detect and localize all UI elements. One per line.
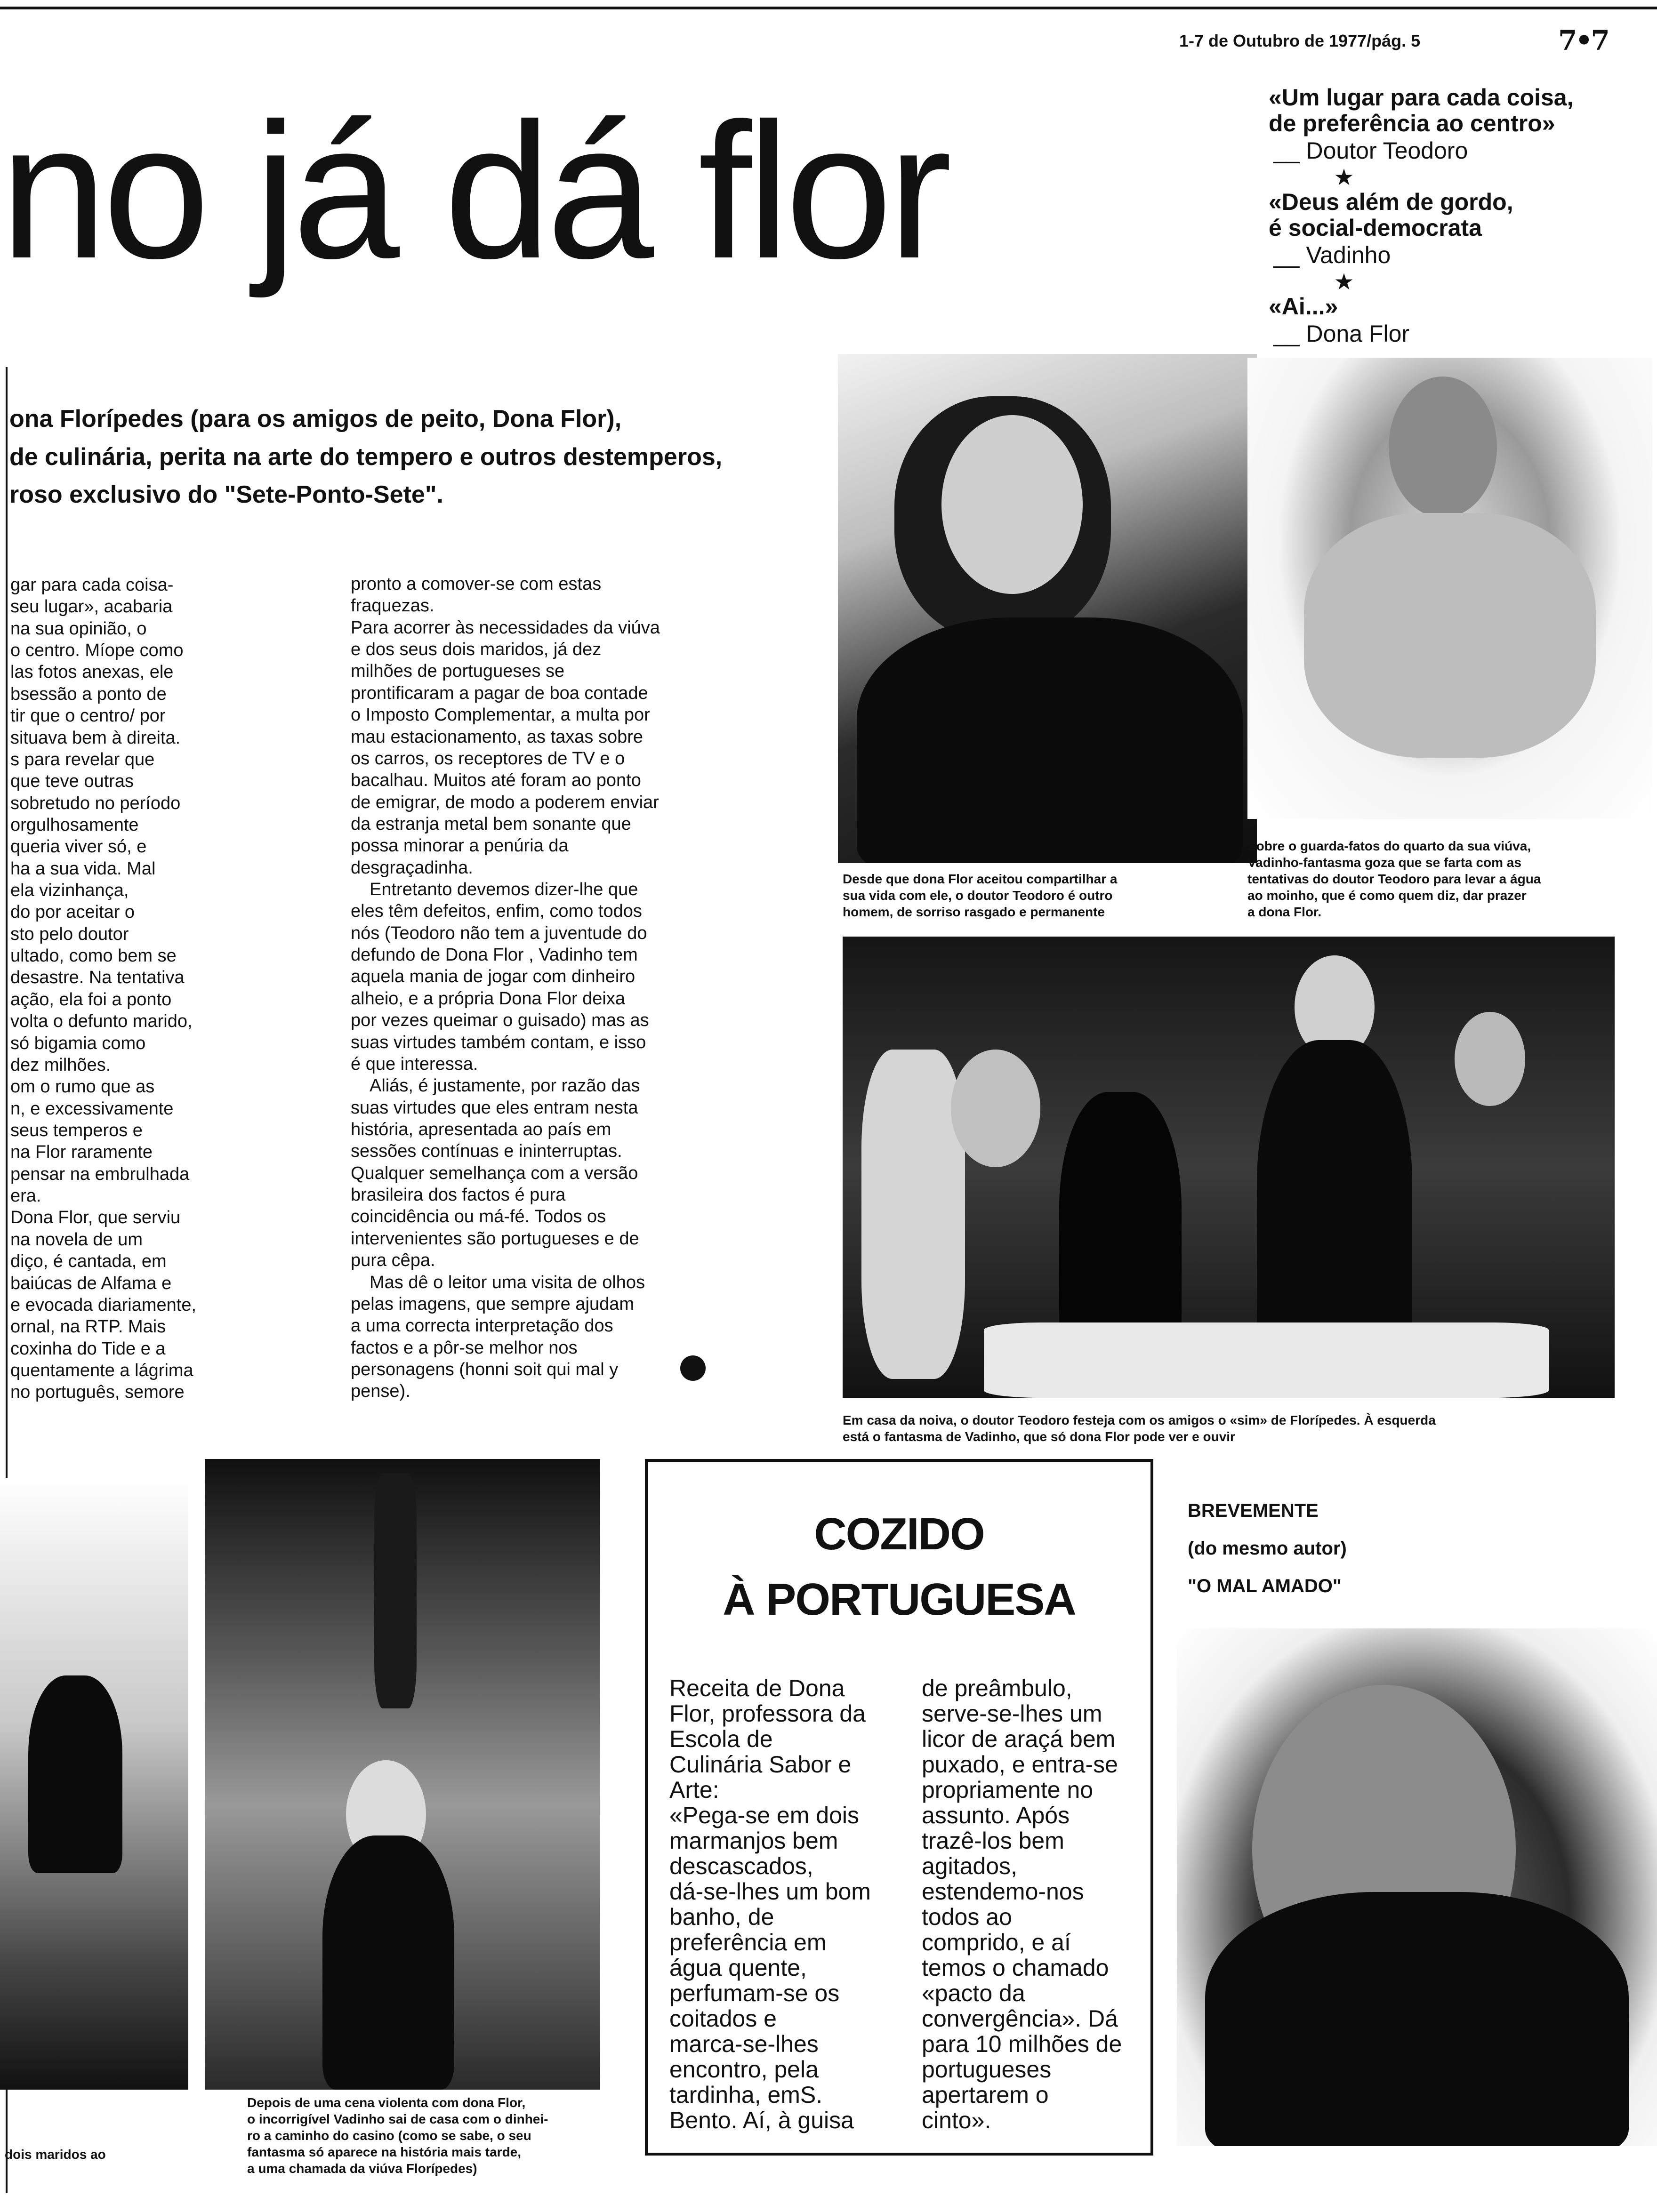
text-line: orgulhosamente <box>10 815 139 835</box>
text-line: alheio, e a própria Dona Flor deixa <box>351 988 626 1009</box>
star-icon: ★ <box>1334 270 1354 295</box>
text-line: licor de araçá bem <box>922 1726 1116 1752</box>
text-line: Arte: <box>669 1777 719 1803</box>
text-line: Para acorrer às necessidades da viúva <box>351 617 660 638</box>
text-line: dá-se-lhes um bom <box>669 1878 871 1905</box>
text-line: s para revelar que <box>10 749 155 769</box>
text-line: «Pega-se em dois <box>669 1802 860 1828</box>
text-line: trazê-los bem <box>922 1827 1064 1854</box>
text-line: agitados, <box>922 1853 1017 1879</box>
text-line: ha a sua vida. Mal <box>10 858 156 879</box>
quote-3-text: «Ai...» <box>1269 293 1338 320</box>
text-line: queria viver só, e <box>10 837 147 857</box>
quote-2-text: «Deus além de gordo, é social-democrata <box>1269 189 1513 241</box>
text-line: portugueses <box>922 2056 1052 2083</box>
text-line: possa minorar a penúria da <box>351 836 569 856</box>
text-line: Receita de Dona <box>669 1675 845 1701</box>
text-line: por vezes queimar o guisado) mas as <box>351 1010 649 1031</box>
text-line: ornal, na RTP. Mais <box>10 1317 166 1337</box>
page-date-meta: 1-7 de Outubro de 1977/pág. 5 <box>1179 31 1421 50</box>
text-line: prontificaram a pagar de boa contade <box>351 683 648 703</box>
text-line: Escola de <box>669 1726 773 1752</box>
text-line: e dos seus dois maridos, já dez <box>351 640 602 660</box>
text-line: o Imposto Complementar, a multa por <box>351 705 650 725</box>
text-line: desgraçadinha. <box>351 858 473 878</box>
text-line: volta o defunto marido, <box>10 1011 193 1032</box>
text-line: pensar na embrulhada <box>10 1164 190 1184</box>
text-line: estendemo-nos <box>922 1878 1084 1905</box>
caption-photo-vadinho: Sobre o guarda-fatos do quarto da sua viúva, Vadinho-fantasma goza que se farta com as tentativas do doutor Teodoro para levar a água ao moinho, que é como quem diz, dar prazer a dona Flor. <box>1247 839 1541 919</box>
text-line: história, apresentada ao país em <box>351 1119 611 1139</box>
text-line: ultado, como bem se <box>10 946 177 966</box>
text-line: Flor, professora da <box>669 1700 866 1727</box>
text-line: bacalhau. Muitos até foram ao ponto <box>351 770 641 791</box>
text-line: no português, semore <box>10 1382 185 1403</box>
quote-1-author: __ Doutor Teodoro <box>1273 137 1468 164</box>
text-line: pronto a comover-se com estas <box>351 574 602 594</box>
text-line: coincidência ou má-fé. Todos os <box>351 1207 606 1227</box>
text-line: nós (Teodoro não tem a juventude do <box>351 923 647 943</box>
text-line: de preâmbulo, <box>922 1675 1072 1701</box>
star-icon: ★ <box>1334 165 1354 190</box>
text-line: milhões de portugueses se <box>351 661 565 681</box>
end-mark-icon <box>680 1355 706 1381</box>
text-line: bsessão a ponto de <box>10 684 167 704</box>
caption-photo-teodoro: Desde que dona Flor aceitou compartilhar a sua vida com ele, o doutor Teodoro é outro homem, de sorriso rasgado e permanente <box>843 872 1118 919</box>
text-line: cinto». <box>922 2107 991 2133</box>
text-line: coitados e <box>669 2005 777 2032</box>
text-line: eles têm defeitos, enfim, como todos <box>351 901 642 922</box>
text-line: n, e excessivamente <box>10 1098 174 1119</box>
text-line: sessões contínuas e ininterruptas. <box>351 1141 622 1162</box>
text-line: água quente, <box>669 1955 807 1981</box>
text-line: Dona Flor, que serviu <box>10 1208 181 1228</box>
text-line: Bento. Aí, à guisa <box>669 2107 854 2133</box>
text-line: brasileira dos factos é pura <box>351 1185 566 1205</box>
text-line: todos ao <box>922 1904 1012 1930</box>
text-line: marca-se-lhes <box>669 2031 819 2057</box>
photo-vadinho-casino <box>205 1459 600 2090</box>
text-line: aquela mania de jogar com dinheiro <box>351 967 635 987</box>
text-line: Qualquer semelhança com a versão <box>351 1163 638 1183</box>
text-line: suas virtudes também contam, e isso <box>351 1032 646 1052</box>
text-line: seu lugar», acabaria <box>10 597 173 617</box>
text-line: mau estacionamento, as taxas sobre <box>351 727 643 747</box>
text-line: tir que o centro/ por <box>10 706 166 726</box>
text-line: sto pelo doutor <box>10 924 129 944</box>
text-line: factos e a pôr-se melhor nos <box>351 1338 578 1358</box>
text-line: dez milhões. <box>10 1055 111 1075</box>
text-line: assunto. Após <box>922 1802 1070 1828</box>
top-rule <box>0 7 1657 9</box>
article-column-1 <box>10 574 340 1403</box>
text-line: desastre. Na tentativa <box>10 968 185 988</box>
text-line: situava bem à direita. <box>10 728 181 748</box>
recipe-title: COZIDO À PORTUGUESA <box>723 1509 1076 1625</box>
text-line: gar para cada coisa- <box>10 575 174 595</box>
coming-soon-block: BREVEMENTE (do mesmo autor) "O MAL AMADO" <box>1188 1500 1347 1596</box>
text-line: marmanjos bem <box>669 1827 838 1854</box>
article-column-2 <box>351 573 737 1403</box>
text-line: na novela de um <box>10 1229 143 1250</box>
text-line: Entretanto devemos dizer-lhe que <box>370 880 638 900</box>
text-line: Culinária Sabor e <box>669 1751 852 1778</box>
caption-photo-casino: Depois de uma cena violenta com dona Flor, o incorrigível Vadinho sai de casa com o dinhei- ro a caminho do casino (como se sabe, o seu fantasma só aparece na história mais tarde, a uma chamada da viúva Florípedes) <box>247 2095 548 2176</box>
text-line: só bigamia como <box>10 1033 146 1053</box>
photo-vadinho-fantasma <box>1247 358 1652 819</box>
text-line: banho, de <box>669 1904 774 1930</box>
publication-logo: 7•7 <box>1558 24 1608 56</box>
text-line: intervenientes são portugueses e de <box>351 1228 639 1249</box>
text-line: era. <box>10 1186 41 1206</box>
text-line: Mas dê o leitor uma visita de olhos <box>370 1272 645 1292</box>
quote-2-author: __ Vadinho <box>1273 242 1391 268</box>
text-line: para 10 milhões de <box>922 2031 1122 2057</box>
text-line: da estranja metal bem sonante que <box>351 814 631 834</box>
text-line: de emigrar, de modo a poderem enviar <box>351 792 659 812</box>
text-line: na Flor raramente <box>10 1142 153 1162</box>
text-line: serve-se-lhes um <box>922 1700 1102 1727</box>
text-line: os carros, os receptores de TV e o <box>351 748 625 769</box>
text-line: tardinha, emS. <box>669 2082 823 2108</box>
photo-festa-noiva <box>843 937 1615 1398</box>
recipe-column-right <box>922 1675 1138 2133</box>
text-line: quentamente a lágrima <box>10 1360 193 1380</box>
text-line: e evocada diariamente, <box>10 1295 197 1315</box>
text-line: temos o chamado <box>922 1955 1109 1981</box>
text-line: propriamente no <box>922 1777 1094 1803</box>
text-line: sobretudo no período <box>10 793 181 813</box>
text-line: coxinha do Tide e a <box>10 1338 166 1359</box>
text-line: las fotos anexas, ele <box>10 662 174 682</box>
text-line: baiúcas de Alfama e <box>10 1273 172 1293</box>
text-line: fraquezas. <box>351 596 434 616</box>
text-line: na sua opinião, o <box>10 618 147 639</box>
photo-o-mal-amado <box>1177 1628 1657 2146</box>
text-line: é que interessa. <box>351 1054 478 1074</box>
text-line: do por aceitar o <box>10 902 135 922</box>
text-line: suas virtudes que eles entram nesta <box>351 1098 638 1118</box>
caption-photo-festa: Em casa da noiva, o doutor Teodoro festeja com os amigos o «sim» de Florípedes. À esquerda está o fantasma de Vadinho, que só dona Flor pode ver e ouvir <box>843 1413 1436 1444</box>
recipe-column-left <box>669 1675 881 2133</box>
caption-photo-dois-maridos: dois maridos ao <box>5 2147 106 2162</box>
text-line: Aliás, é justamente, por razão das <box>370 1076 640 1096</box>
text-line: diço, é cantada, em <box>10 1251 167 1272</box>
headline: no já dá flor <box>0 83 948 298</box>
text-line: personagens (honni soit qui mal y <box>351 1359 619 1379</box>
text-line: encontro, pela <box>669 2056 819 2083</box>
quotes-box <box>1269 85 1645 350</box>
photo-doutor-teodoro <box>838 354 1257 863</box>
lead-paragraph: ona Florípedes (para os amigos de peito, Dona Flor), de culinária, perita na arte do tempero e outros destemperos, roso exclusivo do "Sete-Ponto-Sete". <box>9 405 723 509</box>
text-line: pense). <box>351 1381 410 1402</box>
text-line: o centro. Míope como <box>10 641 184 661</box>
text-line: a uma correcta interpretação dos <box>351 1316 613 1336</box>
quote-3-author: __ Dona Flor <box>1273 321 1410 347</box>
text-line: pura cêpa. <box>351 1250 435 1271</box>
text-line: seus temperos e <box>10 1120 143 1140</box>
text-line: «pacto da <box>922 1980 1025 2006</box>
text-line: preferência em <box>669 1929 827 1956</box>
text-line: comprido, e aí <box>922 1929 1071 1956</box>
quote-1-text: «Um lugar para cada coisa, de preferência ao centro» <box>1269 84 1574 136</box>
text-line: puxado, e entra-se <box>922 1751 1118 1778</box>
text-line: pelas imagens, que sempre ajudam <box>351 1294 635 1314</box>
text-line: convergência». Dá <box>922 2005 1118 2032</box>
text-line: perfumam-se os <box>669 1980 840 2006</box>
text-line: ação, ela foi a ponto <box>10 989 172 1010</box>
text-line: ela vizinhança, <box>10 881 129 901</box>
photo-dois-maridos <box>0 1478 188 2090</box>
text-line: om o rumo que as <box>10 1077 155 1097</box>
text-line: descascados, <box>669 1853 813 1879</box>
text-line: apertarem o <box>922 2082 1049 2108</box>
text-line: que teve outras <box>10 771 134 792</box>
text-line: defundo de Dona Flor , Vadinho tem <box>351 945 638 965</box>
